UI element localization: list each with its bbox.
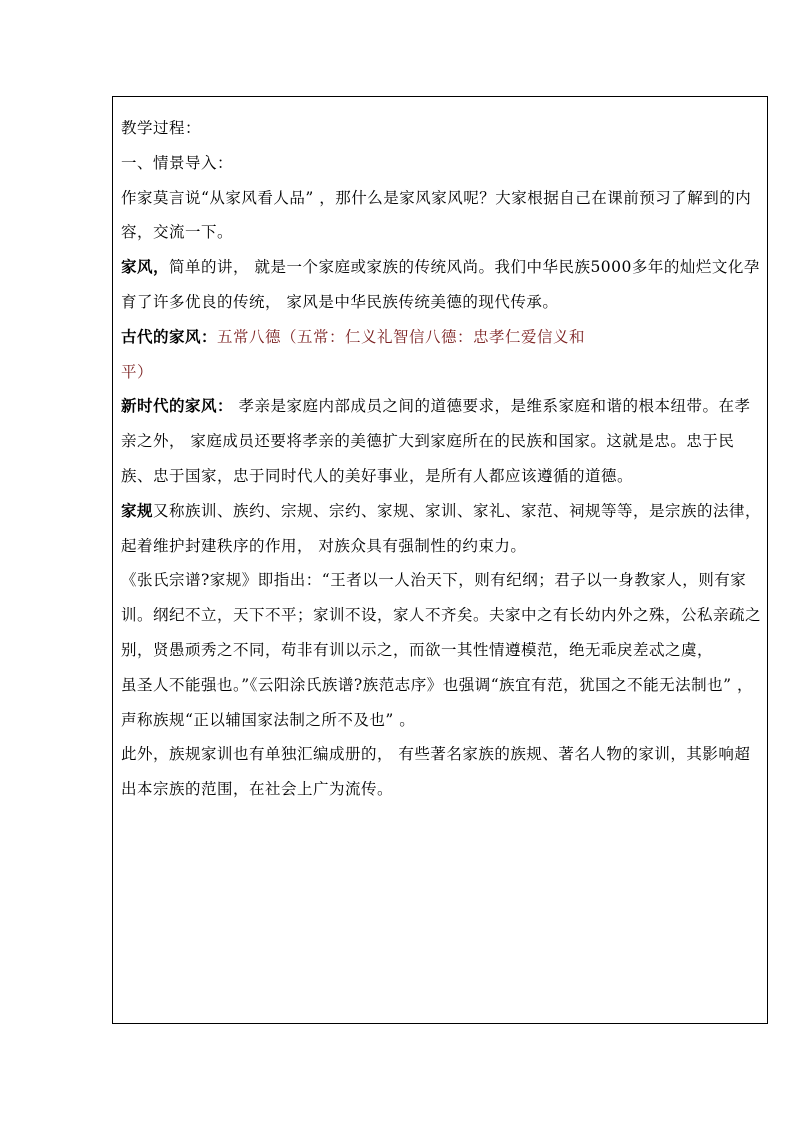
paragraph-jiafeng-definition bbox=[121, 250, 763, 320]
label-jiafeng: 家风， bbox=[121, 257, 170, 277]
process-heading: 教学过程： bbox=[121, 119, 202, 137]
label-modern-jiafeng: 新时代的家风： bbox=[121, 396, 234, 416]
lesson-plan-box bbox=[112, 96, 768, 1024]
lesson-content bbox=[121, 111, 763, 807]
paragraph-yunyang-genealogy: 虽圣人不能强也。”《云阳涂氏族谱?族范志序》也强调“族宜有范，犹国之不能无法制也” ，声称族规“正以辅国家法制之所不及也” 。 bbox=[121, 675, 754, 729]
text-modern-jiafeng: 孝亲是家庭内部成员之间的道德要求，是维系家庭和谐的根本纽带。在孝亲之外， 家庭成员还要将孝亲的美德扩大到家庭所在的民族和国家。这就是忠。忠于民族、忠于国家，忠于同时代人的美好事业，是所有人都应该遵循的道德。 bbox=[121, 397, 751, 485]
text-wuchang-bade: 五常八德（五常：仁义礼智信八德：忠孝仁爱信义和 bbox=[217, 327, 586, 346]
text-jiafeng: 简单的讲， 就是一个家庭或家族的传统风尚。我们中华民族5000多年的灿烂文化孕育了许多优良的传统， 家风是中华民族传统美德的现代传承。 bbox=[121, 258, 760, 311]
paragraph-ancient-jiafeng bbox=[121, 320, 763, 355]
paragraph-zhang-genealogy: 《张氏宗谱?家规》即指出：“王者以一人治天下，则有纪纲；君子以一身教家人，则有家训。纲纪不立，天下不平；家训不设，家人不齐矣。夫家中之有长幼内外之殊，公私亲疏之别，贤愚顽秀之不同，苟非有训以示之，而欲一其性情遵模范，绝无乖戾差忒之虞， bbox=[121, 571, 762, 659]
label-ancient-jiafeng: 古代的家风： bbox=[121, 326, 218, 346]
label-jiagui: 家规 bbox=[121, 500, 154, 520]
paragraph-jiagui bbox=[121, 494, 763, 564]
text-wuchang-bade-end: 平） bbox=[121, 362, 154, 381]
section-intro-heading: 一、情景导入： bbox=[121, 153, 234, 172]
paragraph-modern-jiafeng bbox=[121, 389, 763, 493]
paragraph-compilations: 此外，族规家训也有单独汇编成册的， 有些著名家族的族规、著名人物的家训，其影响超出本宗族的范围，在社会上广为流传。 bbox=[121, 745, 751, 799]
text-jiagui: 又称族训、族约、宗规、宗约、家规、家训、家礼、家范、祠规等等，是宗族的法律， 起着维护封建秩序的作用， 对族众具有强制性的约束力。 bbox=[121, 501, 762, 555]
paragraph-moyan-quote: 作家莫言说“从家风看人品” ，那什么是家风家风呢？大家根据自己在课前预习了解到的内容，交流一下。 bbox=[121, 188, 752, 242]
paragraph-ancient-jiafeng-cont bbox=[121, 355, 763, 390]
